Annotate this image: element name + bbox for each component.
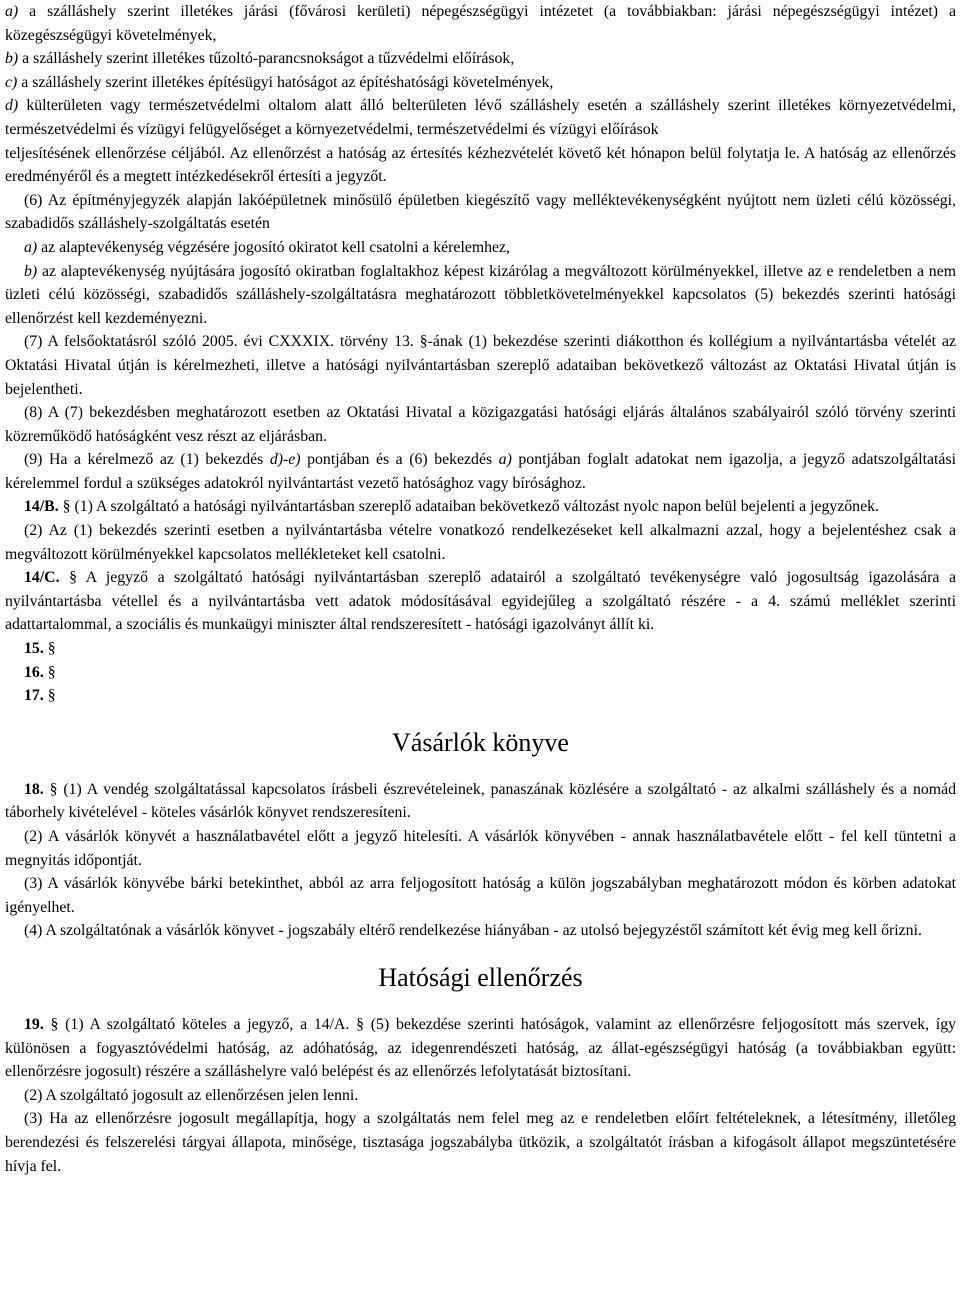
paragraph-9-ref-a: a): [498, 451, 512, 469]
paragraph-6-a: [5, 236, 956, 260]
paragraph-6-b-text: az alaptevékenység nyújtására jogosító okiratban foglaltakhoz képest kizárólag a megváltozott körülményekkel, illetve az e rendeletben a nem üzleti célú közösségi, szabadidős szálláshely-szolgáltatásra meghatározott többletkövetelményekkel kapcsolatos (5) bekezdés szerinti hatósági ellenőrzést kell kezdeményezni.: [5, 262, 956, 327]
section-14c: [5, 566, 956, 637]
section-15-text: §: [43, 640, 56, 658]
section-15-number: 15.: [24, 640, 44, 658]
paragraph-6: (6) Az építményjegyzék alapján lakóépületnek minősülő épületben kiegészítő vagy melléktevékenységként nyújtott nem üzleti célú közösségi, szabadidős szálláshely-szolgáltatás esetén: [5, 191, 956, 233]
section-17-text: §: [43, 687, 56, 705]
section-14c-number: 14/C.: [24, 569, 60, 587]
item-c-label: c): [5, 73, 18, 91]
item-d-text: külterületen vagy természetvédelmi oltalom alatt álló belterületen lévő szálláshely esetén a szálláshely szerint illetékes környezetvédelmi, természetvédelmi és vízügyi felügyelőséget a környezetvédelmi, természetvédelmi és vízügyi előírások: [5, 97, 956, 138]
section-18: [5, 778, 956, 825]
paragraph-6-a-text: az alaptevékenység végzésére jogosító okiratot kell csatolni a kérelemhez,: [37, 238, 510, 256]
item-c-text: a szálláshely szerint illetékes építésügyi hatóságot az építéshatósági követelmények,: [17, 73, 554, 91]
item-d: [5, 94, 956, 141]
section-19-2: (2) A szolgáltató jogosult az ellenőrzésen jelen lenni.: [24, 1086, 359, 1104]
item-a: [5, 0, 956, 47]
paragraph-6-a-label: a): [24, 238, 38, 256]
item-c: [5, 71, 956, 95]
paragraph-8: (8) A (7) bekezdésben meghatározott esetben az Oktatási Hivatal a közigazgatási hatósági eljárás általános szabályairól szóló törvény szerinti közreműködő hatóságként vesz részt az eljárásban.: [5, 404, 956, 445]
section-14b: [5, 495, 956, 519]
section-16-text: §: [43, 663, 56, 681]
paragraph-9-part1: (9) Ha a kérelmező az (1) bekezdés: [24, 451, 270, 469]
section-14b-number: 14/B.: [24, 498, 59, 516]
item-a-text: a szálláshely szerint illetékes járási (fővárosi kerületi) népegészségügyi intézetet (a továbbiakban: járási népegészségügyi intézet) a közegészségügyi követelmények,: [5, 3, 956, 44]
section-17: [5, 684, 956, 708]
section-14b-text: § (1) A szolgáltató a hatósági nyilvántartásban szereplő adataiban bekövetkező változást nyolc napon belül bejelenti a jegyzőnek.: [58, 498, 879, 516]
item-b-label: b): [5, 50, 19, 68]
section-16-number: 16.: [24, 663, 44, 681]
item-a-label: a): [5, 3, 19, 20]
item-b-text: a szálláshely szerint illetékes tűzoltó-parancsnokságot a tűzvédelmi előírások,: [18, 50, 515, 68]
section-14c-text: § A jegyző a szolgáltató hatósági nyilvántartásban szereplő adatairól a szolgáltató tevékenységre való jogosultság igazolására a nyilvántartásba vétellel és a nyilvántartásba vett adatok módosításával egyidejűleg a szolgáltató részére - a 4. számú melléklet szerinti adattartalommal, a szociális és munkaügyi miniszter által rendszeresített - hatósági igazolványt állít ki.: [5, 569, 956, 634]
paragraph-9: [5, 448, 956, 495]
section-15: [5, 637, 956, 661]
section-18-number: 18.: [24, 780, 44, 798]
paragraph-verification: teljesítésének ellenőrzése céljából. Az ellenőrzést a hatóság az értesítés kézhezvételét követő két hónapon belül folytatja le. A hatóság az ellenőrzés eredményéről és a megtett intézkedésekről értesíti a jegyzőt.: [5, 144, 956, 186]
section-19-3: (3) Ha az ellenőrzésre jogosult megállapítja, hogy a szolgáltatás nem felel meg az e rendeletben előírt feltételeknek, a létesítmény, illetőleg berendezési és felszerelési tárgyai állapota, minősége, tisztasága jogszabályba ütközik, a szolgáltatót írásban a kifogásolt állapot megszüntetésére hívja fel.: [5, 1110, 956, 1175]
paragraph-9-part3: pontjában foglalt adatokat nem igazolja, a jegyző adatszolgáltatási kérelemmel fordul a szükséges adatokról nyilvántartást vezető hatósághoz vagy bírósághoz.: [5, 451, 956, 492]
paragraph-9-part2: pontjában és a (6) bekezdés: [300, 451, 499, 469]
section-19: [5, 1013, 956, 1084]
section-16: [5, 661, 956, 685]
heading-hatosagi-ellenorzes: Hatósági ellenőrzés: [378, 962, 583, 992]
section-18-4: (4) A szolgáltatónak a vásárlók könyvet - jogszabály eltérő rendelkezése hiányában - az utolsó bejegyzéstől számított két évig meg kell őrizni.: [24, 922, 922, 940]
section-18-3: (3) A vásárlók könyvébe bárki betekinthet, abból az arra feljogosított hatóság a külön jogszabályban meghatározott módon és körben adatokat igényelhet.: [5, 875, 956, 916]
item-b: [5, 47, 956, 71]
paragraph-6-b: [5, 260, 956, 331]
section-14b-2: (2) Az (1) bekezdés szerinti esetben a nyilvántartásba vételre vonatkozó rendelkezéseket kell alkalmazni azzal, hogy a bejelentéshez csak a megváltozott körülményekkel kapcsolatos mellékleteket kell csatolni.: [5, 522, 956, 563]
paragraph-9-ref-de: d)-e): [269, 451, 301, 469]
section-18-text: § (1) A vendég szolgáltatással kapcsolatos írásbeli észrevételeinek, panaszának közlésére a szolgáltató - az alkalmi szálláshely és a nomád táborhely kivételével - köteles vásárlók könyvet rendszeresíteni.: [5, 780, 956, 822]
paragraph-7: (7) A felsőoktatásról szóló 2005. évi CXXXIX. törvény 13. §-ának (1) bekezdése szerinti diákotthon és kollégium a nyilvántartásba vételét az Oktatási Hivatal útján is kérelmezheti, illetve a hatósági nyilvántartásban szereplő adataiban bekövetkező változást az Oktatási Hivatal útján is bejelentheti.: [5, 333, 956, 398]
paragraph-6-b-label: b): [24, 262, 38, 280]
section-19-text: § (1) A szolgáltató köteles a jegyző, a 14/A. § (5) bekezdése szerinti hatóságok, valamint az ellenőrzésre feljogosított más szervek, így különösen a fogyasztóvédelmi hatóság, az adóhatóság, az idegenrendészeti hatóság, az állat-egészségügyi hatóság (a továbbiakban együtt: ellenőrzésre jogosult) részére a szálláshelyre való belépést és az ellenőrzés lefolytatását biztosítani.: [5, 1015, 956, 1081]
section-17-number: 17.: [24, 687, 44, 705]
section-18-2: (2) A vásárlók könyvét a használatbavétel előtt a jegyző hitelesíti. A vásárlók könyvében - annak használatbavétele előtt - fel kell tüntetni a megnyitás időpontját.: [5, 828, 956, 869]
section-19-number: 19.: [24, 1015, 44, 1033]
item-d-label: d): [5, 97, 19, 115]
heading-vasarlok-konyve: Vásárlók könyve: [392, 727, 569, 757]
